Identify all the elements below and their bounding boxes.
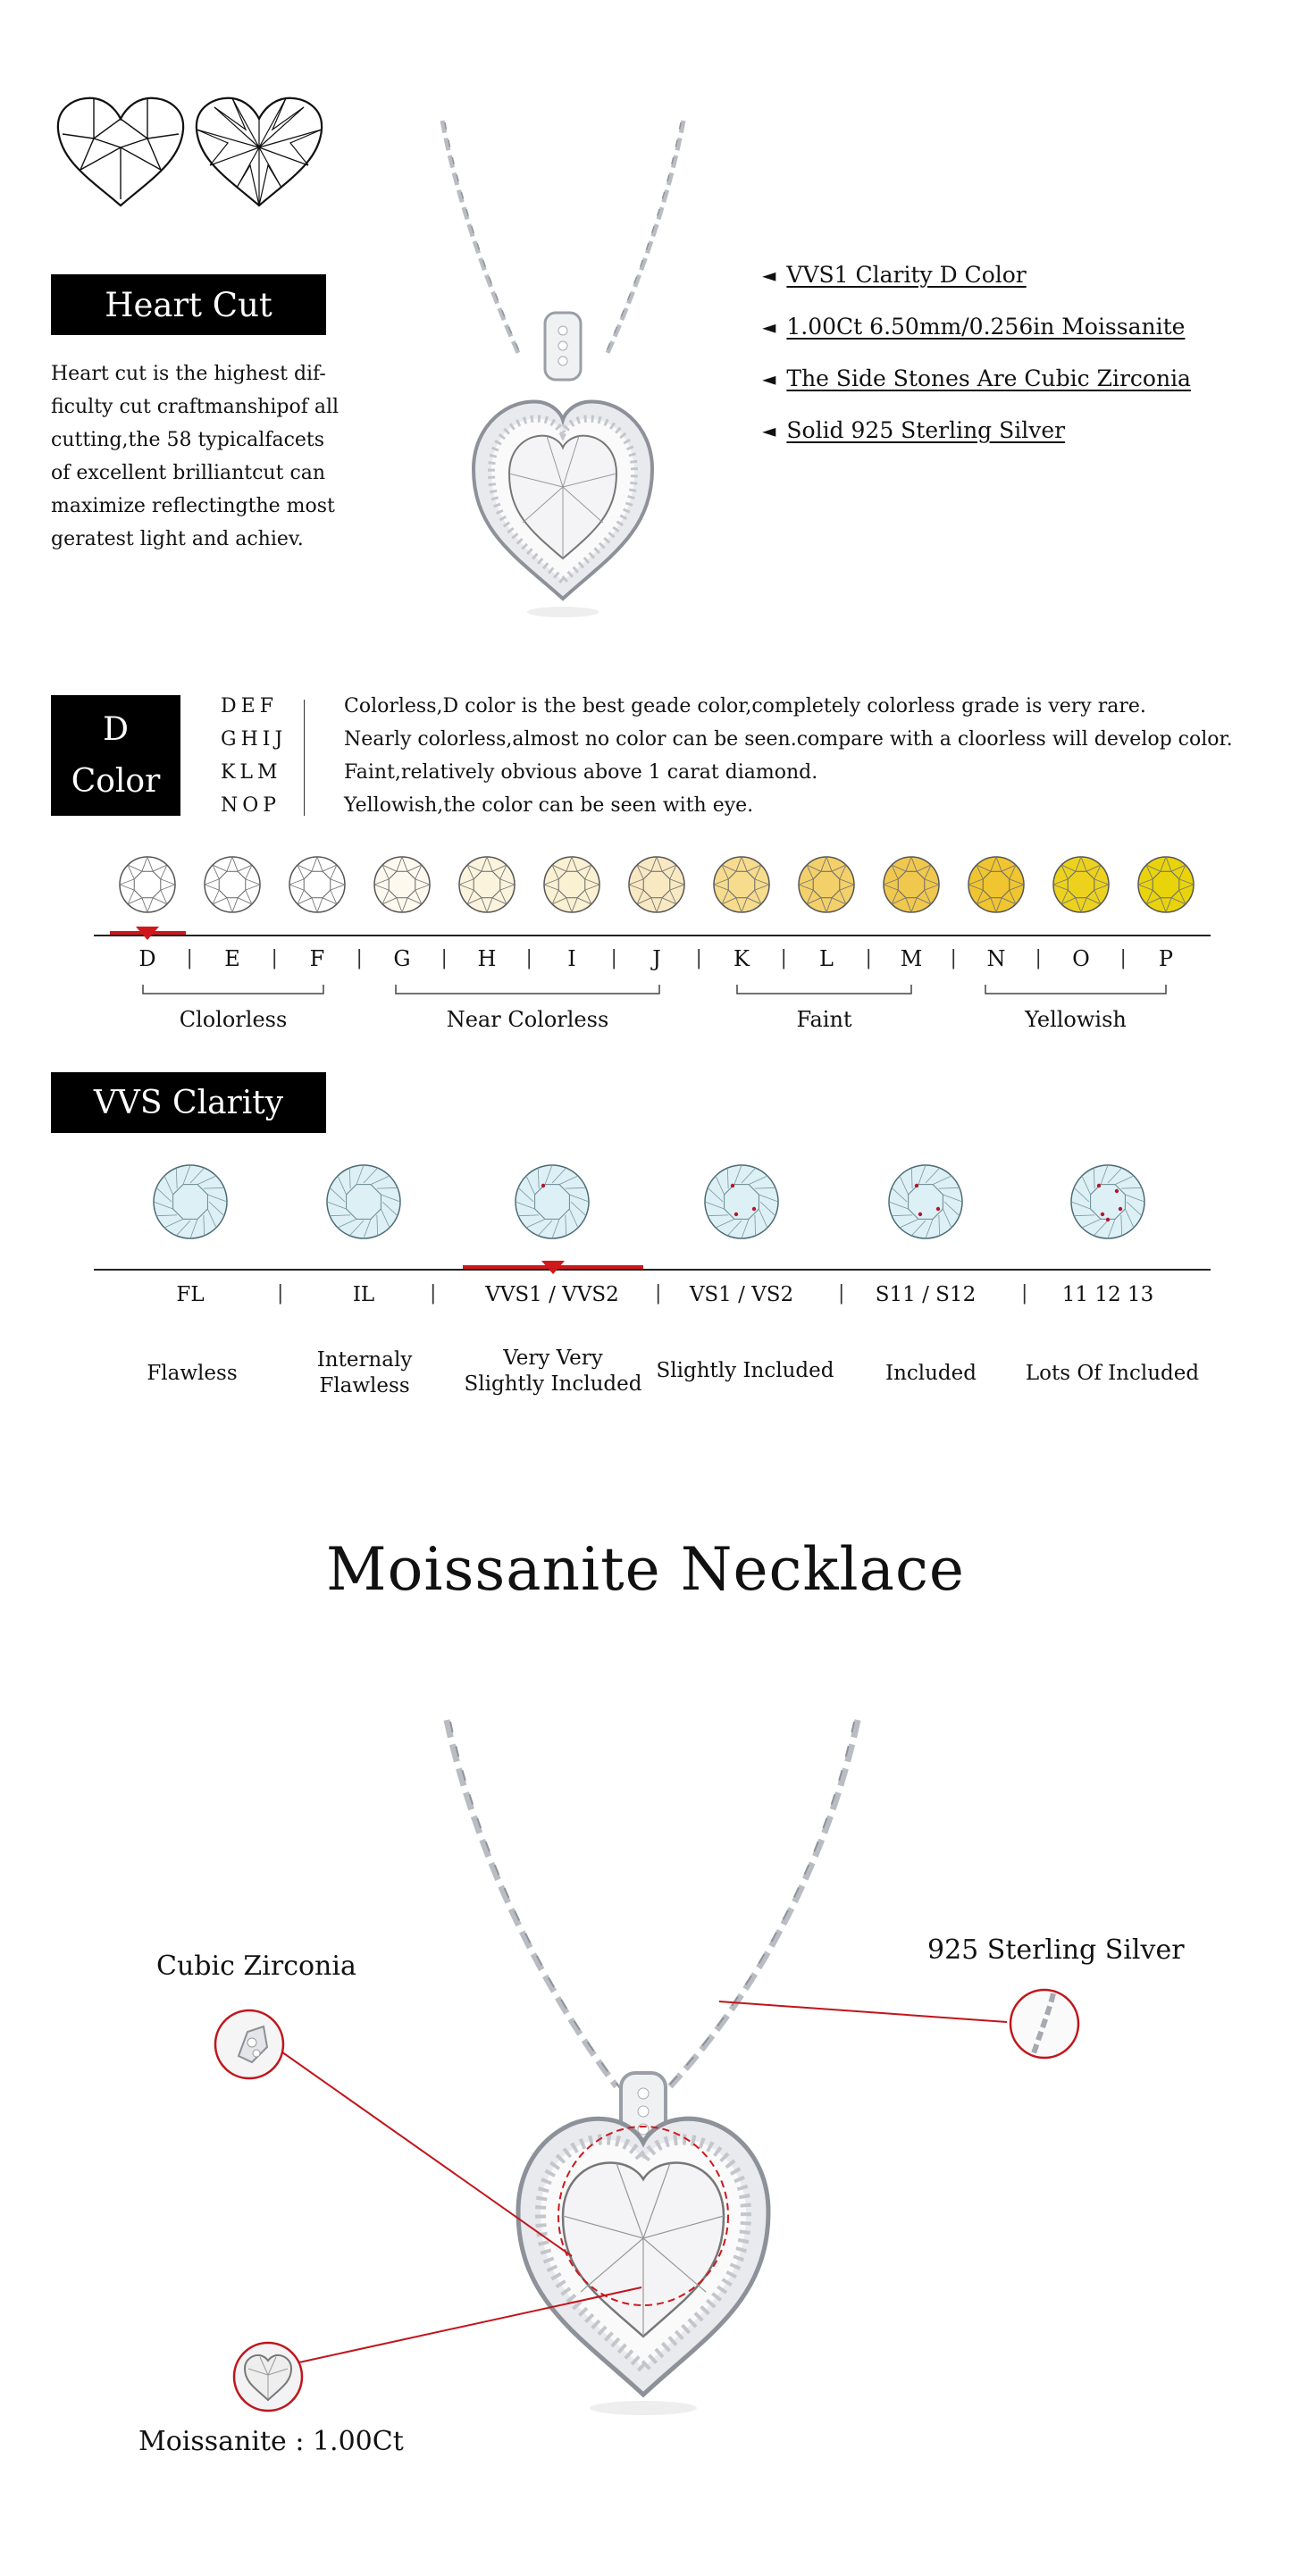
clarity-description	[638, 1358, 852, 1384]
clarity-code: FL	[176, 1283, 205, 1306]
heart-cut-line: geratest light and achiev.	[51, 528, 304, 550]
color-scale-separator: |	[1119, 947, 1127, 969]
feature-text: 1.00Ct 6.50mm/0.256in Moissanite	[786, 314, 1186, 340]
callout-sterling-silver: 925 Sterling Silver	[927, 1934, 1185, 1966]
color-gem-row	[0, 844, 1291, 925]
bullet-arrow-icon: ◄	[762, 315, 776, 338]
color-grade-description: Faint,relatively obvious above 1 carat diamond.	[344, 761, 818, 784]
color-scale-letter: I	[567, 946, 576, 971]
color-scale-letter: P	[1158, 946, 1174, 971]
heart-cut-line: maximize reflectingthe most	[51, 495, 335, 517]
cubic-zirconia-detail-icon	[212, 2007, 287, 2082]
feature-item	[762, 262, 1027, 288]
feature-text: VVS1 Clarity D Color	[786, 262, 1027, 288]
color-gem-icon	[120, 857, 175, 912]
heart-cut-description	[51, 357, 346, 556]
clarity-code: VVS1 / VVS2	[485, 1283, 619, 1306]
color-scale-separator: |	[525, 947, 532, 969]
clarity-code: 11 12 13	[1061, 1283, 1154, 1306]
color-grade-letters: NOP	[221, 794, 281, 817]
selected-marker-icon	[540, 1258, 566, 1276]
color-scale-letter: N	[986, 946, 1006, 971]
callout-cubic-zirconia: Cubic Zirconia	[156, 1951, 356, 1982]
callout-moissanite: Moissanite : 1.00Ct	[138, 2426, 404, 2457]
clarity-separator: |	[655, 1282, 662, 1305]
clarity-gem-icon	[327, 1165, 400, 1238]
color-gem-icon	[205, 857, 260, 912]
d-color-badge-line2: Color	[71, 762, 161, 800]
color-gem-icon	[1138, 857, 1194, 912]
feature-text: The Side Stones Are Cubic Zirconia	[786, 365, 1191, 391]
bullet-arrow-icon: ◄	[762, 264, 776, 286]
clarity-separator: |	[1021, 1282, 1028, 1305]
color-grade-letters: GHIJ	[221, 728, 288, 751]
color-gem-icon	[1053, 857, 1109, 912]
clarity-description-line: Lots Of Included	[1025, 1362, 1200, 1385]
heart-cut-line: of excellent brilliantcut can	[51, 462, 326, 484]
color-gem-icon	[629, 857, 684, 912]
color-scale-separator: |	[780, 947, 787, 969]
color-scale-separator: |	[440, 947, 448, 969]
heart-cut-facet-icon	[192, 94, 326, 210]
color-group-label: Yellowish	[1025, 1007, 1127, 1032]
color-gem-icon	[884, 857, 939, 912]
clarity-code: S11 / S12	[875, 1283, 977, 1306]
feature-text: Solid 925 Sterling Silver	[786, 417, 1066, 443]
clarity-gem-icon	[889, 1165, 962, 1238]
color-gem-icon	[289, 857, 345, 912]
color-gem-icon	[374, 857, 430, 912]
color-scale-letter: M	[900, 946, 923, 971]
bullet-arrow-icon: ◄	[762, 367, 776, 390]
clarity-code: IL	[352, 1283, 375, 1306]
color-scale-letter: F	[309, 946, 325, 971]
color-gem-icon	[714, 857, 769, 912]
color-gem-icon	[799, 857, 854, 912]
d-color-badge-line1: D	[103, 710, 129, 748]
clarity-description-line: Internaly	[316, 1348, 413, 1372]
necklace-image-top	[420, 112, 706, 630]
heart-cut-title-text: Heart Cut	[105, 285, 272, 324]
color-scale-letter: K	[734, 946, 750, 971]
color-scale-separator: |	[695, 947, 702, 969]
color-group-label: Clolorless	[179, 1007, 288, 1032]
color-scale-letter: O	[1072, 946, 1090, 971]
color-scale-line	[94, 935, 1211, 936]
clarity-scale-line	[94, 1269, 1211, 1271]
color-grade-description: Colorless,D color is the best geade color,completely colorless grade is very rare.	[344, 695, 1146, 717]
color-scale-separator: |	[186, 947, 193, 969]
clarity-separator: |	[838, 1282, 845, 1305]
clarity-gem-row	[0, 1162, 1291, 1242]
heart-cut-line: ficulty cut craftmanshipof all	[51, 396, 340, 418]
color-scale-letter: L	[819, 946, 834, 971]
heart-cut-title	[51, 274, 326, 335]
bullet-arrow-icon: ◄	[762, 419, 776, 441]
color-gem-icon	[459, 857, 515, 912]
sterling-silver-detail-icon	[1007, 1986, 1082, 2061]
color-scale-separator: |	[865, 947, 872, 969]
color-scale-separator: |	[271, 947, 278, 969]
clarity-description-line: Very Very	[503, 1347, 603, 1370]
color-grade-letters: KLM	[221, 761, 282, 784]
color-gem-icon	[544, 857, 599, 912]
clarity-gem-icon	[1071, 1165, 1144, 1238]
clarity-description	[1005, 1361, 1220, 1387]
clarity-description	[446, 1346, 660, 1397]
color-scale-letter: H	[477, 946, 497, 971]
clarity-description	[257, 1347, 472, 1399]
color-group-label: Faint	[796, 1007, 852, 1032]
vvs-clarity-title	[51, 1072, 326, 1133]
heart-cut-line: Heart cut is the highest dif-	[51, 363, 326, 385]
color-scale-letter: G	[393, 946, 411, 971]
clarity-description-line: Slightly Included	[656, 1359, 834, 1382]
color-group-label: Near Colorless	[446, 1007, 609, 1032]
color-grade-description: Nearly colorless,almost no color can be seen.compare with a cloorless will develop color.	[344, 728, 1233, 751]
moissanite-detail-icon	[231, 2339, 306, 2414]
clarity-description-line: Included	[884, 1362, 977, 1385]
clarity-gem-icon	[154, 1165, 227, 1238]
color-scale-separator: |	[610, 947, 617, 969]
clarity-description-line: Slightly Included	[464, 1372, 642, 1396]
feature-item	[762, 365, 1191, 391]
vvs-clarity-title-text: VVS Clarity	[93, 1084, 284, 1121]
color-grade-letters: DEF	[221, 695, 278, 717]
color-table-divider	[304, 700, 305, 816]
d-color-badge	[51, 695, 180, 816]
clarity-description-line: Flawless	[319, 1374, 410, 1397]
color-scale-letter: D	[138, 946, 156, 971]
color-scale-letter: J	[652, 946, 661, 971]
selected-marker-icon	[134, 924, 161, 942]
clarity-gem-icon	[516, 1165, 589, 1238]
clarity-gem-icon	[705, 1165, 778, 1238]
clarity-code: VS1 / VS2	[689, 1283, 794, 1306]
color-grade-description: Yellowish,the color can be seen with eye.	[344, 794, 754, 817]
callout-lines	[0, 1948, 1291, 2412]
feature-item	[762, 314, 1185, 340]
feature-item	[762, 417, 1065, 443]
color-scale-letter: E	[224, 946, 240, 971]
color-gem-icon	[968, 857, 1024, 912]
color-scale-separator: |	[356, 947, 363, 969]
clarity-separator: |	[430, 1282, 437, 1305]
heart-cut-line: cutting,the 58 typicalfacets	[51, 429, 325, 451]
color-group-brackets	[0, 983, 1291, 1001]
color-scale-separator: |	[1035, 947, 1042, 969]
clarity-separator: |	[277, 1282, 284, 1305]
product-title: Moissanite Necklace	[326, 1535, 965, 1604]
heart-cut-outline-icon	[54, 94, 188, 210]
color-scale-separator: |	[950, 947, 957, 969]
clarity-description-line: Flawless	[147, 1362, 238, 1385]
